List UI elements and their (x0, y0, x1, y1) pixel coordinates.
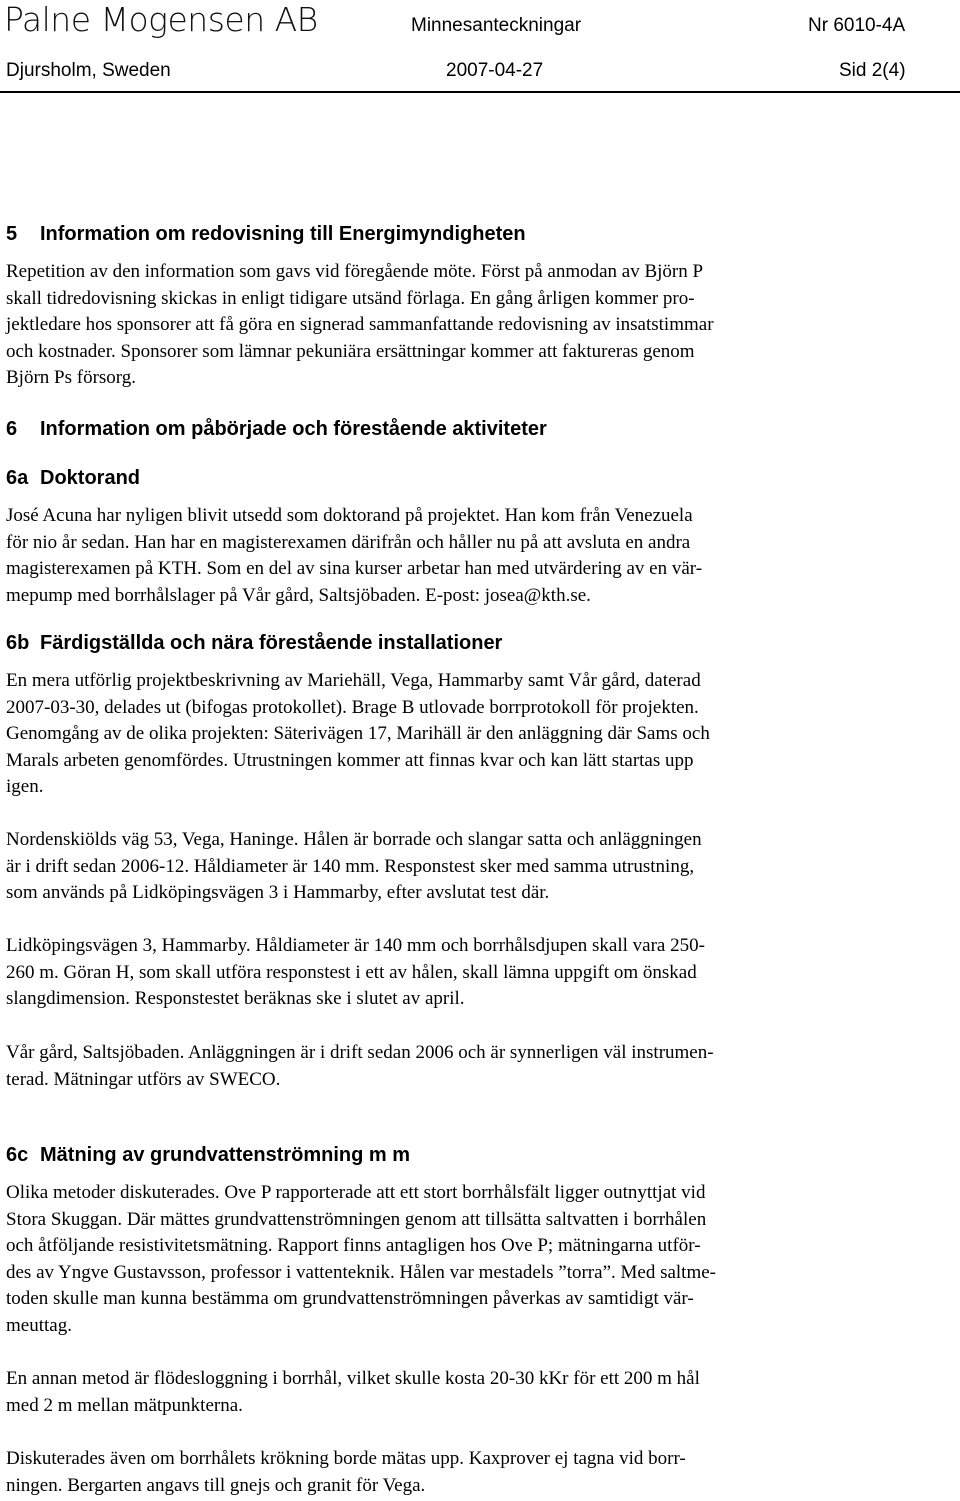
section-title: Mätning av grundvattenströmning m m (40, 1144, 411, 1166)
text-line: José Acuna har nyligen blivit utsedd som doktorand på projektet. Han kom från Venezuela (6, 505, 693, 526)
text-line: skall tidredovisning skickas in enligt tidigare utsänd förlaga. En gång årligen kommer pro- (6, 287, 695, 309)
date: 2007-04-27 (446, 60, 544, 81)
text-line: Vår gård, Saltsjöbaden. Anläggningen är i drift sedan 2006 och är synnerligen väl instrumen- (6, 1042, 714, 1063)
section-6b-paragraph-4 (6, 1040, 886, 1093)
text-line: Lidköpingsvägen 3, Hammarby. Håldiameter är 140 mm och borrhålsdjupen skall vara 250- (6, 935, 705, 956)
text-line: Genomgång av de olika projekten: Säterivägen 17, Marihäll är den anläggning där Sams och (6, 723, 710, 744)
section-title: Information om redovisning till Energimyndigheten (40, 223, 526, 245)
text-line: 2007-03-30, delades ut (bifogas protokollet). Brage B utlovade borrprotokoll för projekten. (6, 696, 699, 718)
text-line: magisterexamen på KTH. Som en del av sina kurser arbetar han med utvärdering av en vär- (6, 558, 703, 579)
section-6c-paragraph-2 (6, 1366, 886, 1419)
text-line: Diskuterades även om borrhålets krökning borde mätas upp. Kaxprover ej tagna vid borr- (6, 1448, 686, 1469)
text-line: ningen. Bergarten angavs till gnejs och granit för Vega. (6, 1474, 426, 1496)
section-6b-paragraph-2 (6, 827, 886, 907)
text-line: 260 m. Göran H, som skall utföra responstest i ett av hålen, skall lämna uppgift om önskad (6, 961, 697, 983)
text-line: och kostnader. Sponsorer som lämnar pekuniära ersättningar kommer att faktureras genom (6, 340, 695, 362)
company-logo: Palne Mogensen AB (4, 0, 318, 39)
section-number: 6a (6, 467, 29, 489)
section-title: Information om påbörjade och förestående aktiviteter (40, 418, 547, 440)
section-6b-paragraph-3 (6, 933, 886, 1013)
page-number: Sid 2(4) (839, 60, 906, 81)
text-line: igen. (6, 776, 44, 797)
text-line: meuttag. (6, 1314, 72, 1336)
section-title: Färdigställda och nära förestående installationer (40, 632, 503, 654)
section-number: 6b (6, 632, 30, 654)
text-line: des av Yngve Gustavsson, professor i vattenteknik. Hålen var mestadels ”torra”. Med saltme- (6, 1261, 717, 1283)
text-line: som används på Lidköpingsvägen 3 i Hammarby, efter avslutat test där. (6, 882, 550, 903)
section-6c-paragraph-3 (6, 1446, 886, 1499)
header-divider (0, 91, 960, 93)
text-line: med 2 m mellan mätpunkterna. (6, 1394, 243, 1416)
section-5-paragraph (6, 259, 886, 392)
location: Djursholm, Sweden (6, 60, 171, 81)
section-number: 5 (6, 223, 18, 245)
section-5-heading (6, 223, 526, 246)
text-line: Repetition av den information som gavs vid föregående möte. Först på anmodan av Björn P (6, 261, 704, 282)
text-line: och åtföljande resistivitetsmätning. Rapport finns antagligen hos Ove P; mätningarna utför- (6, 1235, 701, 1256)
section-6c-paragraph-1 (6, 1180, 886, 1339)
section-6-heading (6, 418, 547, 441)
text-line: Marals arbeten genomfördes. Utrustningen kommer att finnas kvar och kan lätt startas upp (6, 749, 694, 771)
text-line: är i drift sedan 2006-12. Håldiameter är 140 mm. Responstest sker med samma utrustning, (6, 855, 695, 877)
section-number: 6 (6, 418, 18, 440)
text-line: Björn Ps försorg. (6, 367, 137, 388)
section-6b-paragraph-1 (6, 668, 886, 801)
text-line: Stora Skuggan. Där mättes grundvattenströmningen genom att tillsätta saltvatten i borrhålen (6, 1208, 707, 1230)
section-number: 6c (6, 1144, 29, 1166)
section-title: Doktorand (40, 467, 140, 489)
doc-number: Nr 6010-4A (808, 15, 906, 36)
text-line: En annan metod är flödesloggning i borrhål, vilket skulle kosta 20-30 kKr för ett 200 m hål (6, 1368, 700, 1389)
text-line: En mera utförlig projektbeskrivning av Mariehäll, Vega, Hammarby samt Vår gård, daterad (6, 670, 701, 691)
text-line: terad. Mätningar utförs av SWECO. (6, 1068, 281, 1090)
doc-type: Minnesanteckningar (411, 15, 582, 36)
section-6a-heading (6, 467, 140, 490)
text-line: mepump med borrhålslager på Vår gård, Saltsjöbaden. E-post: josea@kth.se. (6, 584, 591, 606)
section-6b-heading (6, 632, 502, 655)
text-line: toden skulle man kunna bestämma om grundvattenströmningen påverkas av samtidigt vär- (6, 1288, 694, 1309)
section-6a-paragraph (6, 503, 886, 609)
text-line: Nordenskiölds väg 53, Vega, Haninge. Hålen är borrade och slangar satta och anläggningen (6, 829, 702, 850)
text-line: Olika metoder diskuterades. Ove P rapporterade att ett stort borrhålsfält ligger outnyttjat vid (6, 1182, 706, 1203)
section-6c-heading (6, 1144, 410, 1167)
text-line: jektledare hos sponsorer att få göra en signerad sammanfattande redovisning av insatstimmar (6, 314, 714, 335)
text-line: för nio år sedan. Han har en magisterexamen därifrån och håller nu på att avsluta en andra (6, 531, 691, 553)
text-line: slangdimension. Responstestet beräknas ske i slutet av april. (6, 988, 465, 1009)
